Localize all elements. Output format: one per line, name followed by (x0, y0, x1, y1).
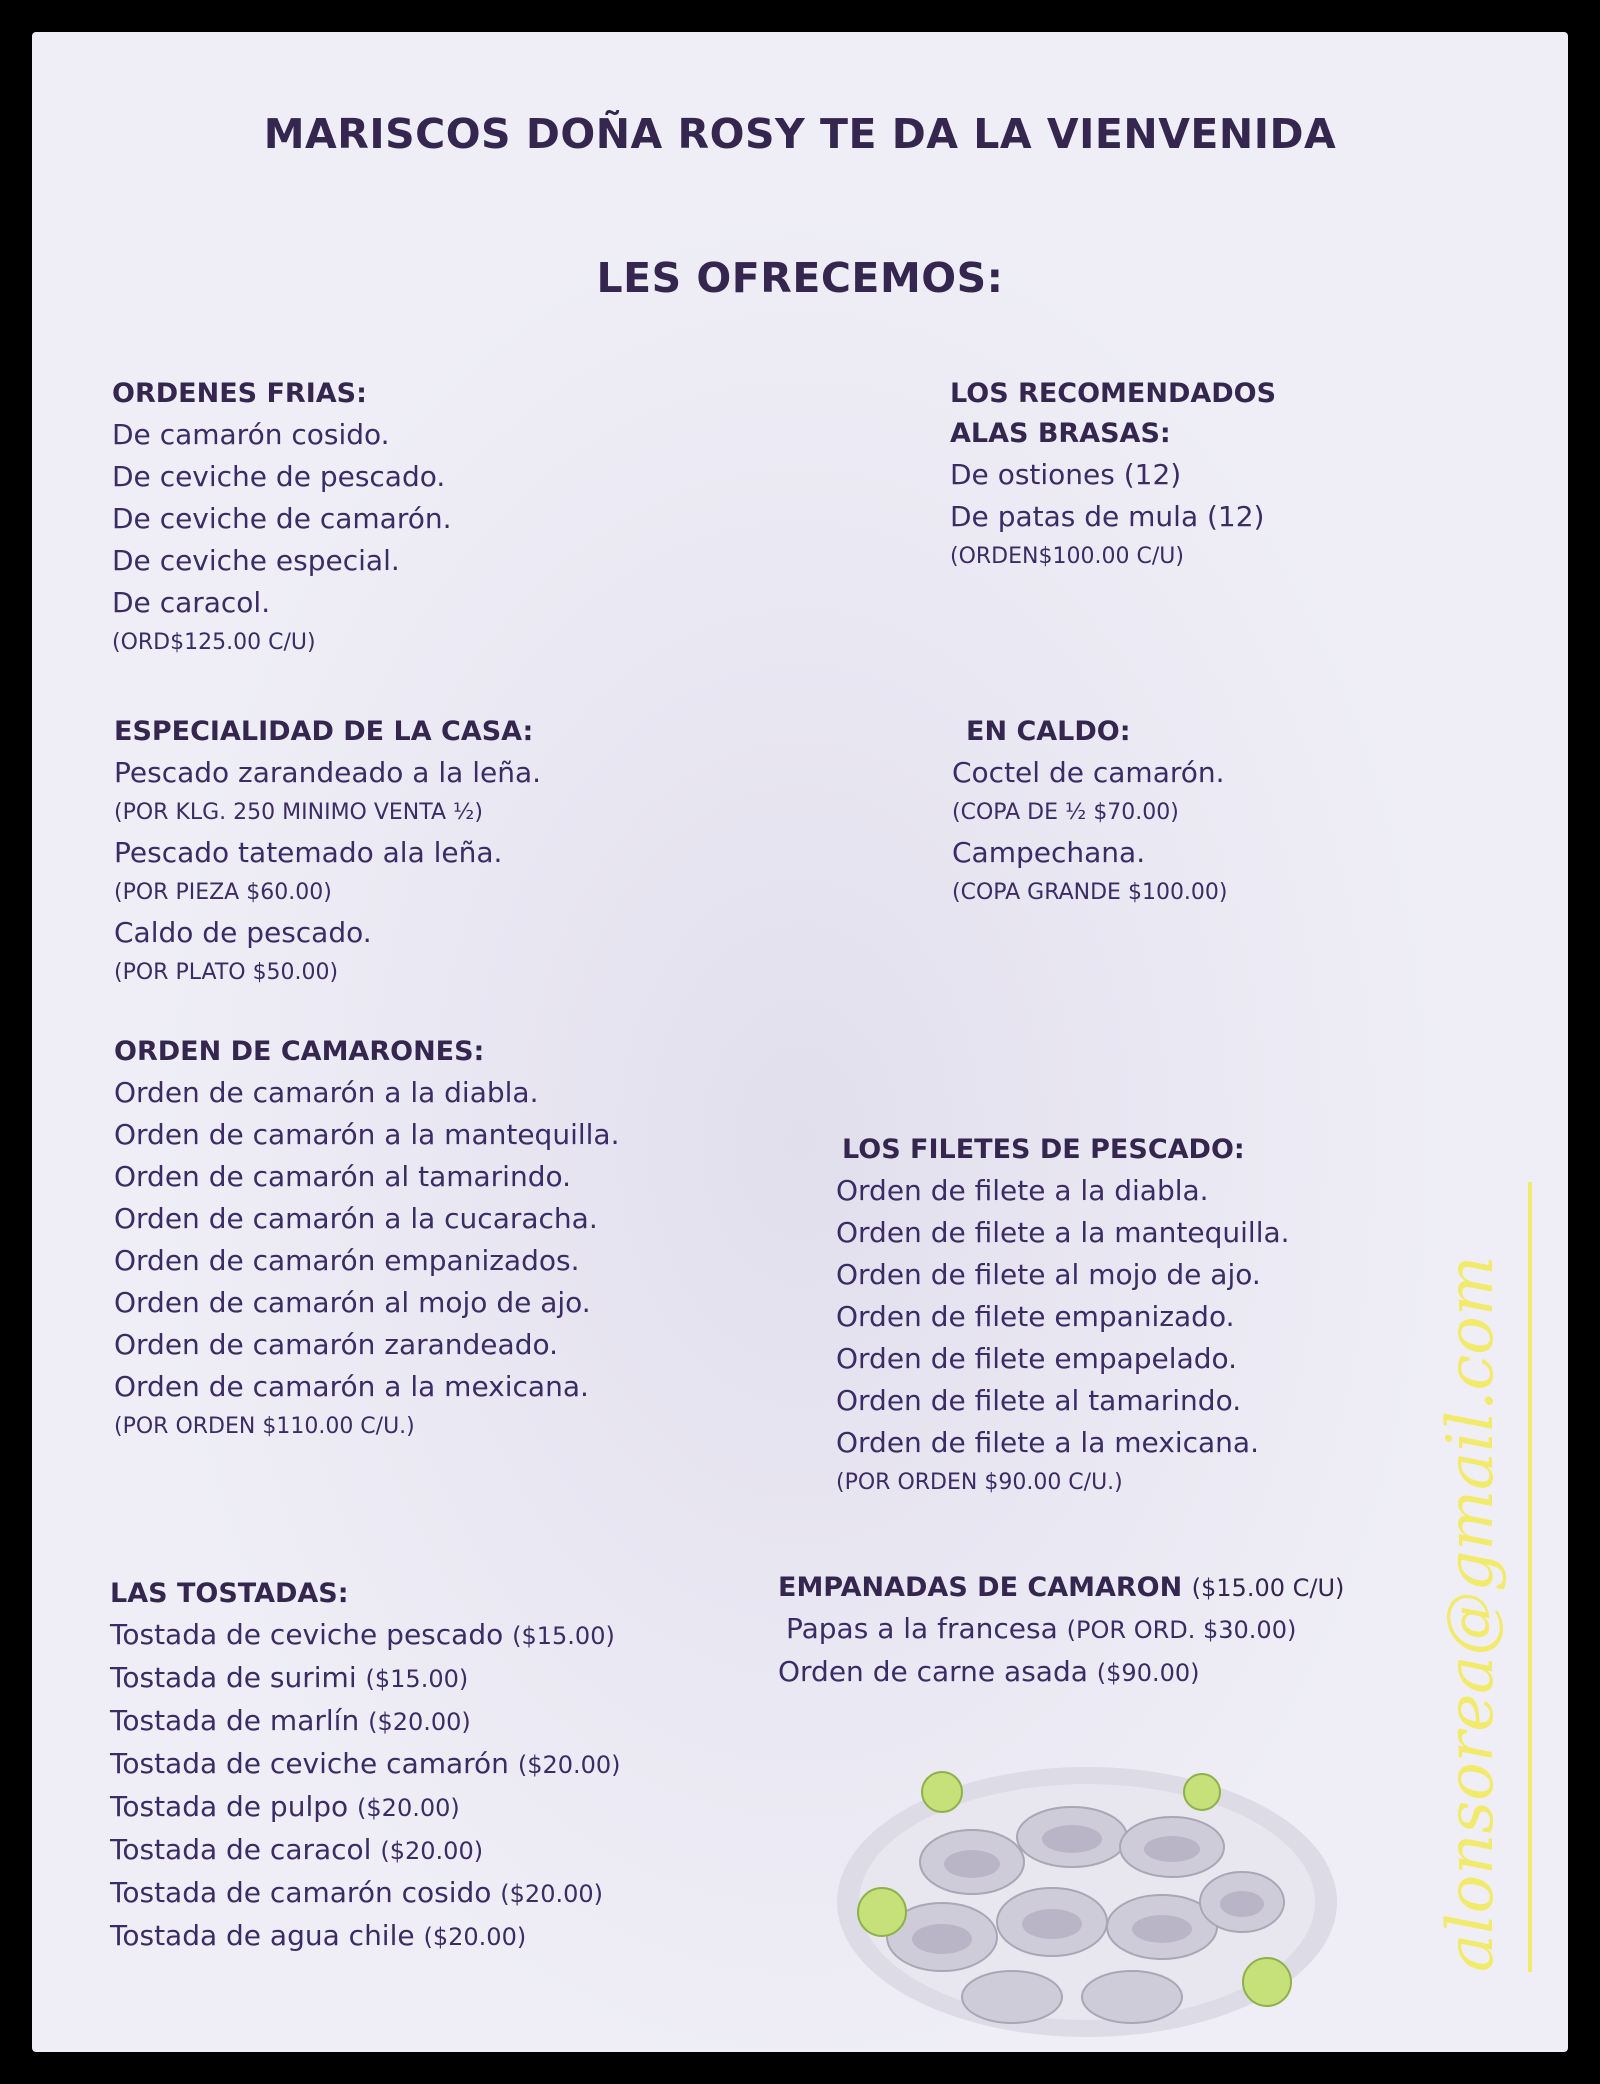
section-heading: ORDEN DE CAMARONES: (114, 1036, 485, 1067)
watermark-line (1528, 1182, 1532, 1972)
menu-price: (COPA DE ½ $70.00) (952, 800, 1179, 825)
menu-paper (32, 32, 1568, 2052)
menu-item: De patas de mula (12) (950, 500, 1265, 533)
menu-item: Pescado tatemado ala leña. (114, 836, 503, 869)
menu-item: De ceviche de pescado. (112, 460, 446, 493)
menu-item (110, 1829, 621, 1872)
email-watermark (1422, 1182, 1522, 1982)
item-name: Tostada de ceviche camarón (110, 1747, 518, 1780)
menu-item: Coctel de camarón. (952, 756, 1225, 789)
menu-price: (POR PIEZA $60.00) (114, 880, 332, 905)
item-name: Tostada de caracol (110, 1833, 381, 1866)
menu-item: Orden de filete a la mexicana. (836, 1426, 1259, 1459)
menu-item (110, 1872, 621, 1915)
item-price: ($15.00) (365, 1665, 469, 1693)
menu-item: De camarón cosido. (112, 418, 390, 451)
section-heading: LOS FILETES DE PESCADO: (842, 1134, 1245, 1165)
menu-item: Orden de camarón zarandeado. (114, 1328, 559, 1361)
section-heading: ORDENES FRIAS: (112, 378, 367, 409)
menu-price: (COPA GRANDE $100.00) (952, 880, 1228, 905)
section-heading (778, 1568, 1344, 1608)
menu-item: De ceviche especial. (112, 544, 400, 577)
item-name: Papas a la francesa (786, 1612, 1067, 1645)
menu-item: De caracol. (112, 586, 271, 619)
menu-item: Orden de camarón al mojo de ajo. (114, 1286, 591, 1319)
heading-text: EMPANADAS DE CAMARON (778, 1572, 1192, 1603)
menu-price: (ORDEN$100.00 C/U) (950, 544, 1184, 569)
section-camarones (114, 1032, 619, 1446)
menu-item (110, 1700, 621, 1743)
section-heading: LOS RECOMENDADOS (950, 378, 1277, 409)
watermark-text: alonsorea@gmail.com (1434, 1255, 1508, 1972)
item-price: ($20.00) (500, 1880, 603, 1908)
section-tostadas (110, 1574, 621, 1958)
section-en-caldo (952, 712, 1228, 912)
menu-price: (POR ORDEN $110.00 C/U.) (114, 1414, 415, 1439)
menu-price: (POR PLATO $50.00) (114, 960, 339, 985)
menu-subtitle: LES OFRECEMOS: (596, 254, 1004, 302)
section-ordenes-frias (112, 374, 452, 662)
item-name: Tostada de ceviche pescado (110, 1618, 513, 1651)
menu-item: Orden de filete empanizado. (836, 1300, 1235, 1333)
menu-item: Orden de filete a la mantequilla. (836, 1216, 1290, 1249)
section-heading: ESPECIALIDAD DE LA CASA: (114, 716, 534, 747)
menu-item: Orden de camarón a la mantequilla. (114, 1118, 620, 1151)
menu-item (110, 1786, 621, 1829)
menu-item: Orden de filete al tamarindo. (836, 1384, 1242, 1417)
menu-item: Orden de filete al mojo de ajo. (836, 1258, 1261, 1291)
item-price: ($20.00) (423, 1923, 527, 1951)
menu-price: (POR ORDEN $90.00 C/U.) (836, 1470, 1123, 1495)
section-subheading: ALAS BRASAS: (950, 418, 1171, 449)
menu-item: Orden de filete empapelado. (836, 1342, 1238, 1375)
item-name: Tostada de surimi (110, 1661, 366, 1694)
section-recomendados (950, 374, 1276, 576)
heading-price: ($15.00 C/U) (1191, 1574, 1345, 1602)
menu-price: (POR KLG. 250 MINIMO VENTA ½) (114, 800, 483, 825)
menu-price: (ORD$125.00 C/U) (112, 630, 316, 655)
item-price: ($20.00) (380, 1837, 484, 1865)
section-heading: EN CALDO: (966, 716, 1131, 747)
menu-item: Pescado zarandeado a la leña. (114, 756, 541, 789)
menu-item (110, 1915, 621, 1958)
menu-item: Campechana. (952, 836, 1146, 869)
section-especialidad (114, 712, 541, 992)
menu-item: Orden de camarón a la cucaracha. (114, 1202, 598, 1235)
item-price: ($90.00) (1096, 1659, 1200, 1687)
menu-item: Orden de camarón a la mexicana. (114, 1370, 589, 1403)
menu-item (110, 1614, 621, 1657)
item-price: ($15.00) (512, 1622, 615, 1650)
menu-item (110, 1743, 621, 1786)
item-price: ($20.00) (357, 1794, 460, 1822)
menu-title: MARISCOS DOÑA ROSY TE DA LA VIENVENIDA (263, 110, 1337, 158)
section-heading: LAS TOSTADAS: (110, 1578, 349, 1609)
menu-item: Orden de filete a la diabla. (836, 1174, 1209, 1207)
item-price: ($20.00) (517, 1751, 621, 1779)
menu-item: Orden de camarón a la diabla. (114, 1076, 539, 1109)
section-extras (778, 1568, 1344, 1694)
item-name: Tostada de camarón cosido (110, 1876, 501, 1909)
menu-item (778, 1608, 1344, 1651)
menu-item: Caldo de pescado. (114, 916, 372, 949)
menu-item (110, 1657, 621, 1700)
menu-item: Orden de camarón empanizados. (114, 1244, 580, 1277)
menu-item (778, 1651, 1344, 1694)
menu-item: Orden de camarón al tamarindo. (114, 1160, 572, 1193)
item-name: Tostada de agua chile (110, 1919, 424, 1952)
item-price: (POR ORD. $30.00) (1066, 1616, 1297, 1644)
item-price: ($20.00) (368, 1708, 471, 1736)
menu-item: De ostiones (12) (950, 458, 1182, 491)
oyster-plate-image (822, 1752, 1342, 2042)
menu-item: De ceviche de camarón. (112, 502, 452, 535)
item-name: Tostada de pulpo (110, 1790, 358, 1823)
item-name: Tostada de marlín (110, 1704, 369, 1737)
item-name: Orden de carne asada (778, 1655, 1097, 1688)
section-filetes (836, 1130, 1290, 1502)
